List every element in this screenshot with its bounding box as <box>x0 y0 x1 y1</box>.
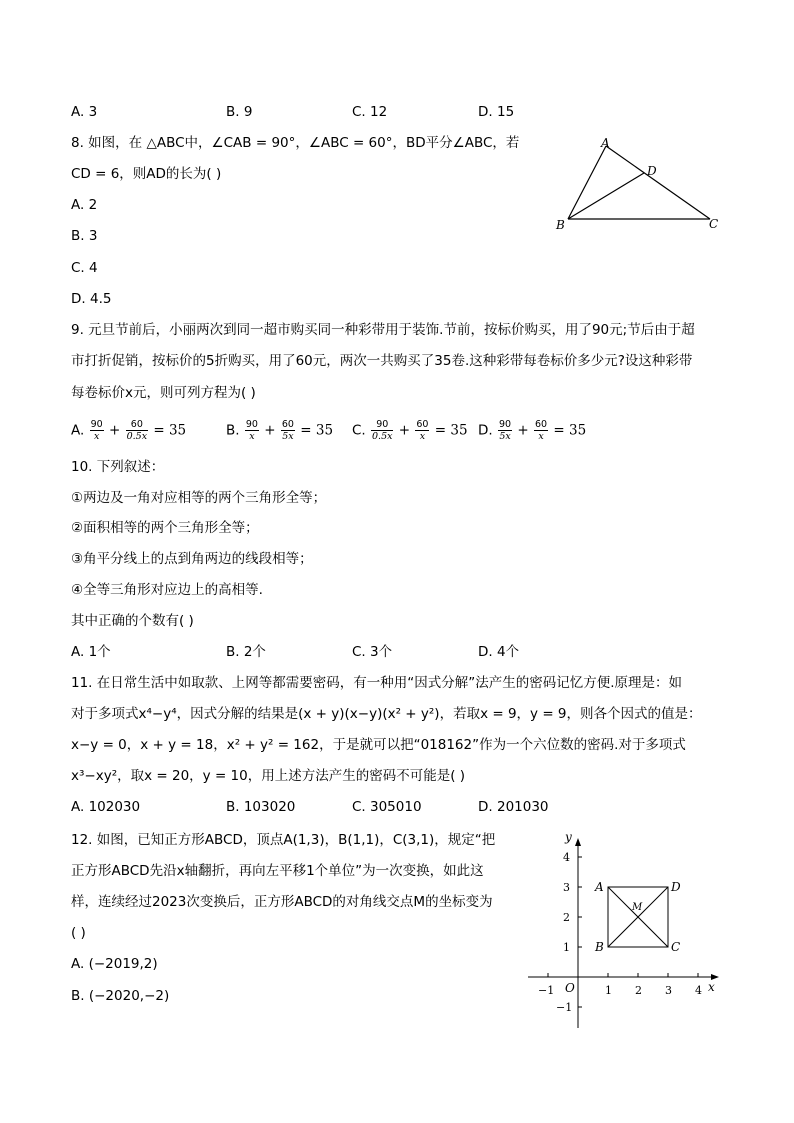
q11-stem-line3: x−y = 0，x + y = 18，x² + y² = 162，于是就可以把“018162”作为一个六位数的密码.对于多项式 <box>71 737 686 753</box>
q7-option-d: D. 15 <box>478 104 515 120</box>
q11-stem-line1: 11. 在日常生活中如取款、上网等都需要密码，有一种用“因式分解”法产生的密码记忆方便.原理是：如 <box>71 675 683 691</box>
q10-item-4: ④全等三角形对应边上的高相等. <box>71 582 263 598</box>
q9-stem-line3: 每卷标价x元，则可列方程为( ) <box>71 385 256 401</box>
q8-stem-line2: CD = 6，则AD的长为( ) <box>71 166 222 182</box>
q10-ask: 其中正确的个数有( ) <box>71 613 194 629</box>
side-ac <box>606 146 710 219</box>
q12-stem-line2: 正方形ABCD先沿x轴翻折，再向左平移1个单位”为一次变换，如此这 <box>71 863 484 879</box>
q10-option-c: C. 3个 <box>352 644 393 660</box>
q9-stem-line2: 市打折促销，按标价的5折购买，用了60元，两次一共购买了35卷.这种彩带每卷标价多少元?设这种彩带 <box>71 353 693 369</box>
x-tick-label: 4 <box>695 984 702 997</box>
label-d: D <box>647 164 657 178</box>
y-axis-label: y <box>565 830 572 844</box>
q12-stem-line4: ( ) <box>71 925 86 941</box>
x-tick-label: 3 <box>665 984 672 997</box>
q8-option-d: D. 4.5 <box>71 291 112 307</box>
q10-option-b: B. 2个 <box>226 644 266 660</box>
origin-label: O <box>565 981 575 995</box>
q10-item-2: ②面积相等的两个三角形全等； <box>71 520 259 536</box>
y-tick-label: 3 <box>563 881 570 894</box>
x-tick-label: 2 <box>635 984 642 997</box>
q8-triangle-figure <box>545 130 730 240</box>
y-axis-arrow <box>575 838 581 846</box>
q11-option-c: C. 305010 <box>352 799 422 815</box>
q9-option-b: B. $\frac{90}{x}$ + $\frac{60}{5x}$ = 35 <box>226 419 334 442</box>
q10-option-d: D. 4个 <box>478 644 520 660</box>
q9-option-c: C. $\frac{90}{0.5x}$ + $\frac{60}{x}$ = 35 <box>352 419 468 442</box>
q8-option-c: C. 4 <box>71 260 98 276</box>
q11-stem-line4: x³−xy²，取x = 20，y = 10，用上述方法产生的密码不可能是( ) <box>71 768 466 784</box>
q9-option-a: A. $\frac{90}{x}$ + $\frac{60}{0.5x}$ = 35 <box>71 419 187 442</box>
q8-stem-line1: 8. 如图，在 △ABC中，∠CAB = 90°，∠ABC = 60°，BD平分∠ABC，若 <box>71 135 520 151</box>
label-c: C <box>671 940 681 954</box>
label-c: C <box>709 217 719 231</box>
q12-stem-line1: 12. 如图，已知正方形ABCD，顶点A(1,3)，B(1,1)，C(3,1)，规定“把 <box>71 832 496 848</box>
q10-item-3: ③角平分线上的点到角两边的线段相等； <box>71 551 313 567</box>
label-a: A <box>595 880 604 894</box>
y-tick-label: 2 <box>563 911 570 924</box>
y-tick-label: −1 <box>556 1001 573 1014</box>
q12-stem-line3: 样，连续经过2023次变换后，正方形ABCD的对角线交点M的坐标变为 <box>71 894 493 910</box>
q11-option-b: B. 103020 <box>226 799 296 815</box>
q11-option-a: A. 102030 <box>71 799 141 815</box>
label-d: D <box>671 880 681 894</box>
label-a: A <box>601 136 610 150</box>
q11-option-d: D. 201030 <box>478 799 549 815</box>
label-b: B <box>556 218 565 232</box>
x-axis-label: x <box>708 980 715 994</box>
q8-option-b: B. 3 <box>71 228 98 244</box>
x-tick-label: −1 <box>538 984 555 997</box>
y-tick-label: 1 <box>563 941 570 954</box>
q12-option-a: A. (−2019,2) <box>71 956 158 972</box>
label-m: M <box>632 902 643 913</box>
q7-option-b: B. 9 <box>226 104 253 120</box>
q9-option-d: D. $\frac{90}{5x}$ + $\frac{60}{x}$ = 35 <box>478 419 587 442</box>
x-tick-label: 1 <box>605 984 612 997</box>
q10-stem: 10. 下列叙述： <box>71 459 165 475</box>
q8-option-a: A. 2 <box>71 197 98 213</box>
q10-option-a: A. 1个 <box>71 644 111 660</box>
label-b: B <box>595 940 604 954</box>
q12-coordinate-figure <box>520 828 725 1033</box>
q11-stem-line2: 对于多项式x⁴−y⁴，因式分解的结果是(x + y)(x−y)(x² + y²)，若取x = 9，y = 9，则各个因式的值是： <box>71 706 702 722</box>
y-tick-label: 4 <box>563 851 570 864</box>
q7-option-c: C. 12 <box>352 104 388 120</box>
q9-stem-line1: 9. 元旦节前后，小丽两次到同一超市购买同一种彩带用于装饰.节前，按标价购买，用了90元;节后由于超 <box>71 322 695 338</box>
q12-option-b: B. (−2020,−2) <box>71 988 170 1004</box>
q7-option-a: A. 3 <box>71 104 98 120</box>
q10-item-1: ①两边及一角对应相等的两个三角形全等； <box>71 490 327 506</box>
